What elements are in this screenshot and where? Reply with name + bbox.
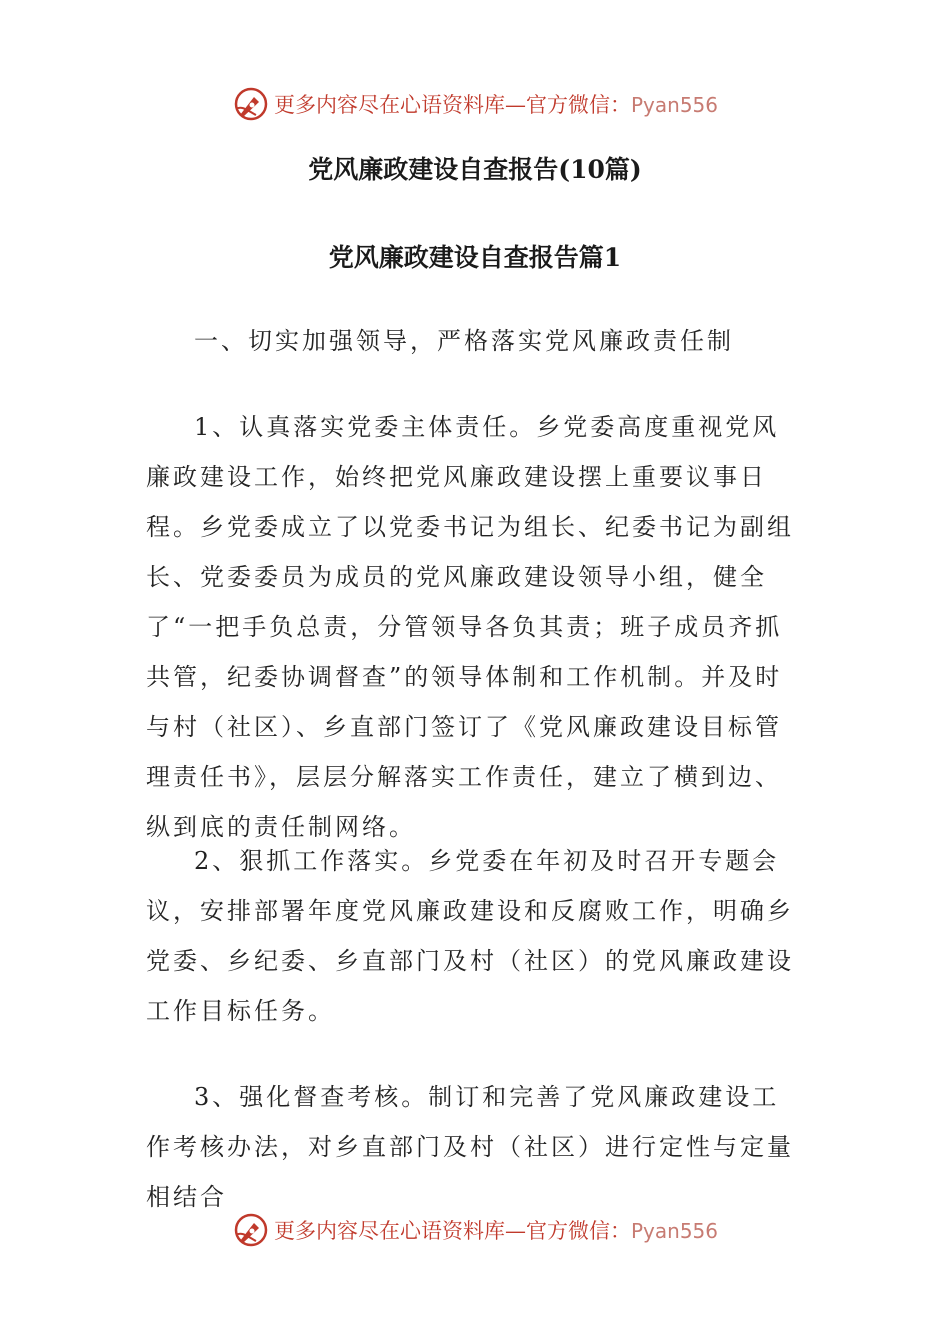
heading-1: 一、切实加强领导，严格落实党风廉政责任制: [194, 327, 734, 355]
watermark-banner-top: [0, 84, 950, 124]
paragraph-1: 1、认真落实党委主体责任。乡党委高度重视党风廉政建设工作，始终把党风廉政建设摆上重要议事日程。乡党委成立了以党委书记为组长、纪委书记为副组长、党委委员为成员的党风廉政建设领导小组，健全了“一把手负总责，分管领导各负其责；班子成员齐抓共管，纪委协调督查”的领导体制和工作机制。并及时与村（社区）、乡直部门签订了《党风廉政建设目标管理责任书》，层层分解落实工作责任，建立了横到边、纵到底的责任制网络。: [146, 413, 794, 841]
watermark-wechat-id: Pyan556: [630, 93, 718, 117]
watermark-banner-bottom: [0, 1210, 950, 1250]
section-title: 党风廉政建设自查报告篇1: [328, 243, 622, 272]
watermark-wechat-id: Pyan556: [630, 1219, 718, 1243]
document-title: 党风廉政建设自查报告(10篇): [308, 155, 642, 184]
pen-nib-circle-icon: [232, 85, 270, 123]
watermark-text: 更多内容尽在心语资料库—官方微信：Pyan556: [273, 93, 718, 117]
pen-nib-circle-icon: [232, 1211, 270, 1249]
watermark-text: 更多内容尽在心语资料库—官方微信：Pyan556: [273, 1219, 718, 1243]
paragraph-3: 3、强化督查考核。制订和完善了党风廉政建设工作考核办法，对乡直部门及村（社区）进行定性与定量相结合: [146, 1083, 794, 1211]
paragraph-2: 2、狠抓工作落实。乡党委在年初及时召开专题会议，安排部署年度党风廉政建设和反腐败工作，明确乡党委、乡纪委、乡直部门及村（社区）的党风廉政建设工作目标任务。: [146, 847, 794, 1025]
